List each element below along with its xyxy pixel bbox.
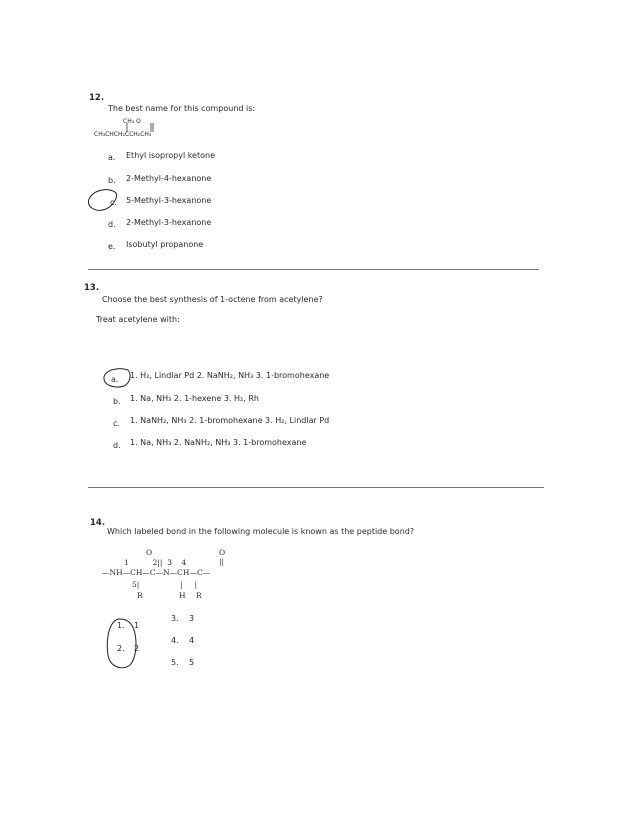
divider-2 — [88, 487, 544, 488]
peptide-double-bond: || — [219, 557, 225, 566]
q13-answer-circle-mark — [102, 367, 138, 391]
divider-1 — [88, 269, 539, 270]
q12-option-b-text: 2-Methyl-4-hexanone — [126, 174, 212, 183]
q13-option-c-text: 1. NaNH₂, NH₃ 2. 1-bromohexane 3. H₂, Lindlar Pd — [130, 416, 330, 425]
question-12-prompt: The best name for this compound is: — [108, 104, 256, 113]
q13-option-d-text: 1. Na, NH₃ 2. NaNH₂, NH₃ 3. 1-bromohexane — [130, 438, 307, 447]
q13-option-b-text: 1. Na, NH₃ 2. 1-hexene 3. H₂, Rh — [130, 394, 259, 403]
q12-option-a-letter: a. — [108, 153, 116, 162]
q14-option-4-value: 4 — [189, 636, 195, 645]
q12-structure-top: CH₃ O — [123, 118, 141, 125]
question-13-subprompt: Treat acetylene with: — [96, 315, 180, 324]
q12-option-d-letter: d. — [108, 220, 116, 229]
question-14-prompt: Which labeled bond in the following molecule is known as the peptide bond? — [107, 527, 415, 536]
q12-option-b-letter: b. — [108, 176, 116, 185]
peptide-backbone: —NH—CH—C—N—CH—C— — [102, 568, 211, 577]
q13-option-b-letter: b. — [113, 397, 121, 406]
q12-option-e-letter: e. — [108, 242, 116, 251]
q13-option-a-text: 1. H₂, Lindlar Pd 2. NaNH₂, NH₃ 3. 1-bromohexane — [130, 371, 330, 380]
q12-option-c-text: 5-Methyl-3-hexanone — [126, 196, 212, 205]
q14-option-3-value: 3 — [189, 614, 195, 623]
q14-option-5-letter: 5. — [171, 658, 179, 667]
q14-option-5-value: 5 — [189, 658, 195, 667]
q14-option-2-letter: 2. — [117, 644, 125, 653]
q12-option-a-text: Ethyl isopropyl ketone — [126, 151, 216, 160]
peptide-r-group-right: R — [196, 591, 202, 600]
peptide-carbonyl-oxygen-2: O — [219, 548, 226, 557]
question-14-number: 14. — [90, 518, 106, 528]
q12-structure-bonds — [120, 123, 180, 135]
question-12-number: 12. — [89, 93, 105, 103]
q13-option-d-letter: d. — [113, 441, 121, 450]
q13-option-c-letter: c. — [113, 419, 120, 428]
peptide-carbonyl-oxygen-1: O — [146, 548, 153, 557]
q14-option-4-letter: 4. — [171, 636, 179, 645]
peptide-bond-5-label: 5| — [132, 580, 140, 589]
q14-option-3-letter: 3. — [171, 614, 179, 623]
q12-structure-bottom: CH₃CHCH₂CCH₂CH₃ — [94, 131, 152, 138]
q14-option-1-value: 1 — [134, 621, 140, 630]
peptide-vertical-bonds: | | — [180, 580, 197, 589]
q14-option-1-letter: 1. — [117, 621, 125, 630]
q12-answer-circle-mark — [86, 187, 126, 215]
q13-option-a-letter: a. — [111, 375, 119, 384]
q12-option-c-letter: c. — [110, 198, 117, 207]
question-13-number: 13. — [84, 283, 100, 293]
q14-answer-circle-mark — [104, 617, 144, 673]
peptide-r-group-left: R — [137, 591, 143, 600]
peptide-amide-hydrogen: H — [179, 591, 186, 600]
question-13-prompt: Choose the best synthesis of 1-octene from acetylene? — [102, 295, 323, 304]
q14-option-2-value: 2 — [134, 644, 140, 653]
peptide-bond-labels: 1 2|| 3 4 — [124, 558, 187, 567]
q12-option-e-text: Isobutyl propanone — [126, 240, 204, 249]
q12-option-d-text: 2-Methyl-3-hexanone — [126, 218, 212, 227]
